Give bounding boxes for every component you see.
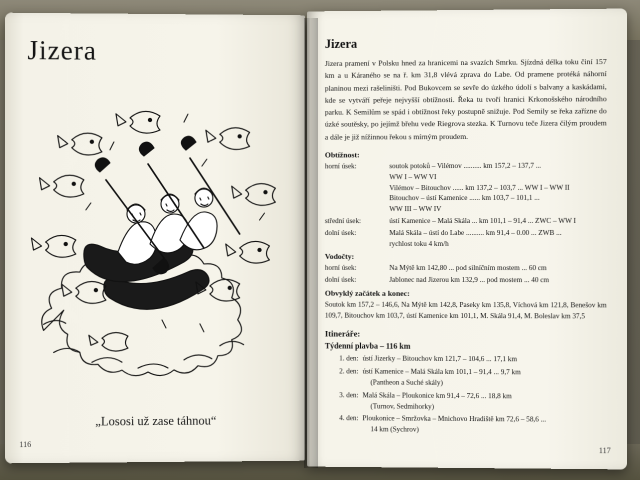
day-text	[362, 367, 606, 390]
row-label: dolní úsek:	[324, 228, 357, 237]
left-page	[5, 13, 305, 464]
cartoon-illustration	[13, 61, 297, 403]
right-page-content	[325, 35, 607, 439]
value-line: WW I – WW VI	[389, 172, 437, 182]
value-line: rychlost toku 4 km/h	[389, 239, 449, 248]
value-line: Na Mýtě km 142,80 ... pod silníčním mostem ... 60 cm	[389, 264, 547, 273]
illustration-caption: „Lososi už zase táhnou“	[95, 413, 217, 429]
day-label: 3. den:	[339, 390, 359, 400]
heading-difficulty: Obtížnost:	[324, 150, 360, 160]
day-note: (Pantheon a Suché skály)	[370, 378, 443, 387]
heading-itineraries: Itineráře:	[324, 328, 361, 339]
open-book	[6, 10, 634, 472]
value-line: ústí Kamenice – Malá Skála ... km 101,1 – 91,4 ... ZWC – WW I	[389, 216, 576, 226]
row-values	[389, 275, 606, 286]
value-line: Jablonec nad Jizerou km 132,9 ... pod mostem ... 40 cm	[389, 276, 550, 285]
row-values	[389, 216, 606, 227]
row-values	[389, 228, 606, 250]
itinerary-day	[325, 354, 607, 366]
day-label: 2. den:	[339, 367, 359, 376]
day-main: Ploukonice – Smržovka – Mnichovo Hradiště km 72,6 – 58,6 ...	[362, 414, 547, 424]
value-line: Malá Skála – ústí do Labe .......... km 91,4 – 0.00 ... ZWB ...	[389, 228, 562, 237]
day-main: ústí Jizerky – Bitouchov km 121,7 – 104,6 ... 17,1 km	[362, 354, 518, 364]
day-main: Malá Skála – Ploukonice km 91,4 – 72,6 ... 18,8 km	[362, 391, 512, 401]
start-end-text: Soutok km 157,2 – 146,6, Na Mýtě km 142,8, Paseky km 135,8, Víchová km 121,8, Benešov km 109,7, Bitouchov km 103,7, ústí Kamenice km 101,1, M. Skála 91,4, M. Boleslav km 37,5	[324, 300, 607, 321]
row-label: horní úsek:	[324, 264, 357, 273]
difficulty-row	[325, 216, 607, 227]
difficulty-row	[325, 161, 607, 216]
itinerary-subheading: Týdenní plavba – 116 km	[324, 341, 411, 352]
right-page	[307, 9, 627, 470]
value-line: soutok potoků – Vilémov .......... km 157,2 – 137,7 ...	[389, 161, 542, 171]
row-label: horní úsek:	[324, 162, 357, 171]
row-values	[389, 161, 606, 215]
section-title: Jizera	[324, 36, 358, 52]
day-text	[362, 390, 606, 413]
itinerary-day	[325, 413, 607, 437]
day-label: 1. den:	[339, 354, 359, 363]
heading-start-end: Obvyklý začátek a konec:	[324, 288, 410, 298]
value-line: Vilémov – Bitouchov ...... km 137,2 – 103,7 ... WW I – WW II	[389, 183, 570, 192]
chapter-title: Jizera	[27, 34, 97, 66]
row-label: dolní úsek:	[324, 276, 357, 285]
day-main: ústí Kamenice – Malá Skála km 101,1 – 91,4 ... 9,7 km	[362, 367, 521, 377]
row-values	[389, 263, 606, 274]
page-number-left: 116	[19, 439, 32, 450]
day-label: 4. den:	[339, 414, 359, 423]
itinerary-day	[325, 366, 607, 389]
day-text	[362, 414, 606, 437]
day-text	[362, 354, 606, 366]
value-line: Bitouchov – ústí Kamenice ...... km 103,7 – 101,1 ...	[389, 194, 540, 203]
gauge-row	[325, 275, 607, 286]
day-note: 14 km (Sychrov)	[370, 425, 419, 434]
row-label: střední úsek:	[324, 217, 362, 226]
intro-paragraph: Jizera pramení v Polsku hned za hranicemi na svazích Smrku. Sjízdná délka toku činí 157 km a u Káraného se na ř. km 31,8 vlévá zprava do Labe. Od pramene protéká náhorní planinou mezi rašeliništi. Pod Bukovcem se sevře do úzkého údolí s balvany a kaskádami, kde se vytváří peřeje nejvyšší obtížnosti. Řeka tu tvoří hranici Krkonošského národního parku. K Semilům se spád i obtížnost řeky postupně snižuje. Pod Semily se řeka zařízne do úzké soutěsky, po jejímž břehu vede Riegrova stezka. K Turnovu teče Jizera čilým proudem a dále je již nížinnou řekou s mírným proudem.	[324, 57, 607, 142]
page-number-right: 117	[598, 446, 611, 456]
value-line: WW III – WW IV	[389, 205, 442, 214]
heading-gauges: Vodočty:	[324, 252, 355, 262]
day-note: (Turnov, Sedmihorky)	[370, 401, 435, 411]
itinerary-day	[325, 390, 607, 413]
gauge-row	[325, 263, 607, 274]
difficulty-row	[325, 228, 607, 250]
